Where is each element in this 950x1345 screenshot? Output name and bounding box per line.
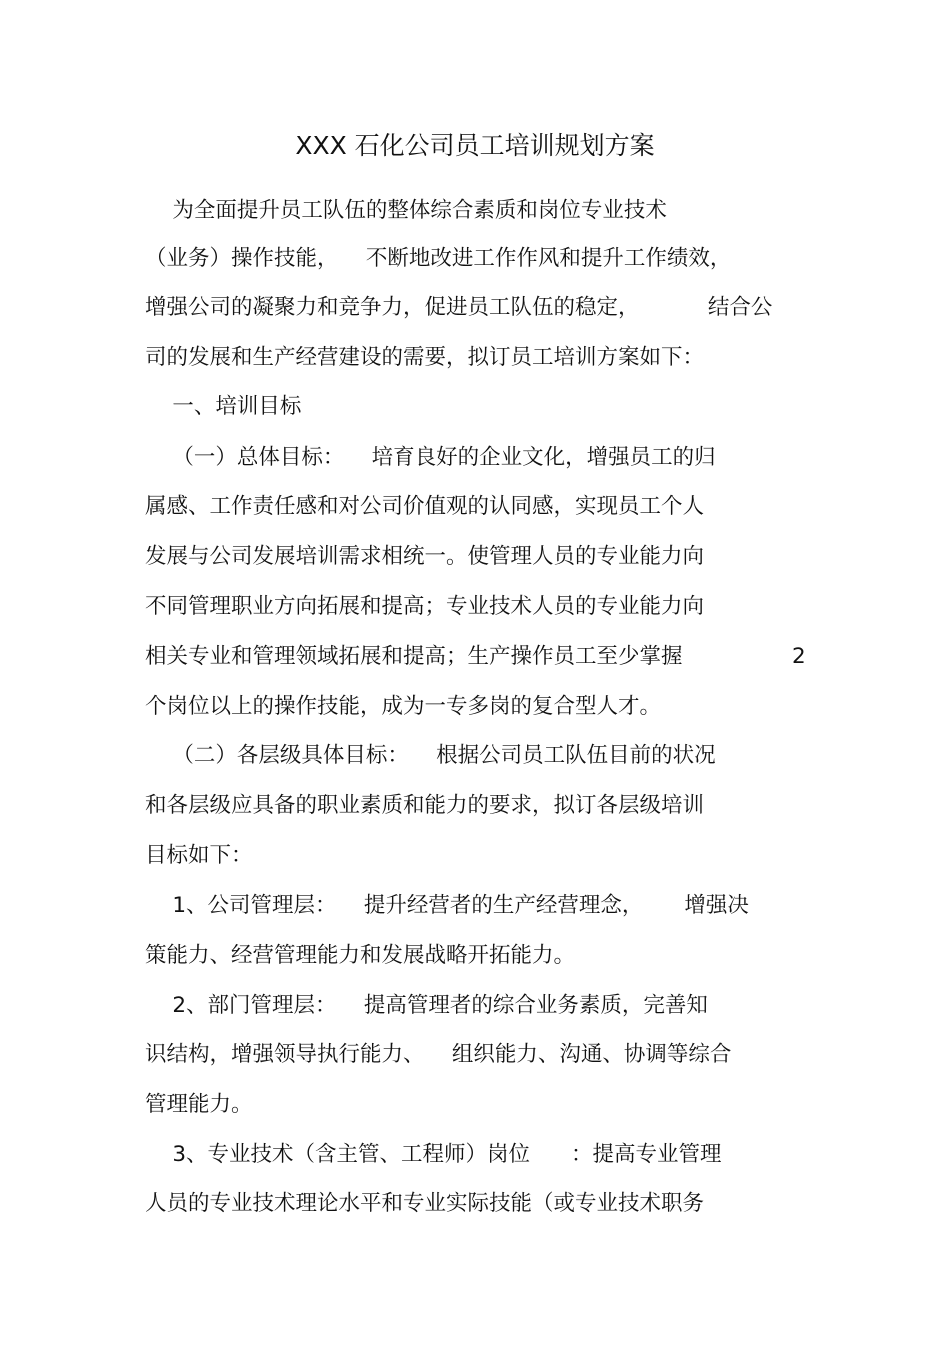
paragraph-line: 为全面提升员工队伍的整体综合素质和岗位专业技术 xyxy=(145,198,667,223)
paragraph-line: 管理能力。 xyxy=(145,1092,253,1117)
paragraph-line: 和各层级应具备的职业素质和能力的要求，拟订各层级培训 xyxy=(145,793,705,818)
document-title: XXX 石化公司员工培训规划方案 xyxy=(295,131,655,160)
paragraph-line: 相关专业和管理领域拓展和提高；生产操作员工至少掌握 xyxy=(145,644,683,669)
paragraph-line: 人员的专业技术理论水平和专业实际技能（或专业技术职务 xyxy=(145,1191,705,1216)
paragraph-line: 识结构，增强领导执行能力、 组织能力、沟通、协调等综合 xyxy=(145,1042,732,1067)
paragraph-line: 3、专业技术（含主管、工程师）岗位 ：提高专业管理 xyxy=(145,1142,722,1167)
paragraph-line: 目标如下： xyxy=(145,843,253,868)
section-heading: 一、培训目标 xyxy=(145,394,302,419)
paragraph-line: 1、公司管理层： 提升经营者的生产经营理念， 增强决 xyxy=(145,893,749,918)
paragraph-line: 不同管理职业方向拓展和提高；专业技术人员的专业能力向 xyxy=(145,594,705,619)
paragraph-line: 司的发展和生产经营建设的需要，拟订员工培训方案如下： xyxy=(145,345,705,370)
paragraph-line: 2、部门管理层： 提高管理者的综合业务素质，完善知 xyxy=(145,993,708,1018)
paragraph-line: （一）总体目标： 培育良好的企业文化，增强员工的归 xyxy=(145,445,716,470)
inline-number: 2 xyxy=(792,644,806,669)
paragraph-line: 个岗位以上的操作技能，成为一专多岗的复合型人才。 xyxy=(145,694,662,719)
paragraph-line: （业务）操作技能， 不断地改进工作作风和提升工作绩效， xyxy=(145,246,732,271)
paragraph-line: 增强公司的凝聚力和竞争力，促进员工队伍的稳定， 结合公 xyxy=(145,295,773,320)
paragraph-line: （二）各层级具体目标： 根据公司员工队伍目前的状况 xyxy=(145,743,716,768)
paragraph-line: 策能力、经营管理能力和发展战略开拓能力。 xyxy=(145,943,576,968)
paragraph-line: 属感、工作责任感和对公司价值观的认同感，实现员工个人 xyxy=(145,494,705,519)
paragraph-line: 发展与公司发展培训需求相统一。使管理人员的专业能力向 xyxy=(145,544,705,569)
